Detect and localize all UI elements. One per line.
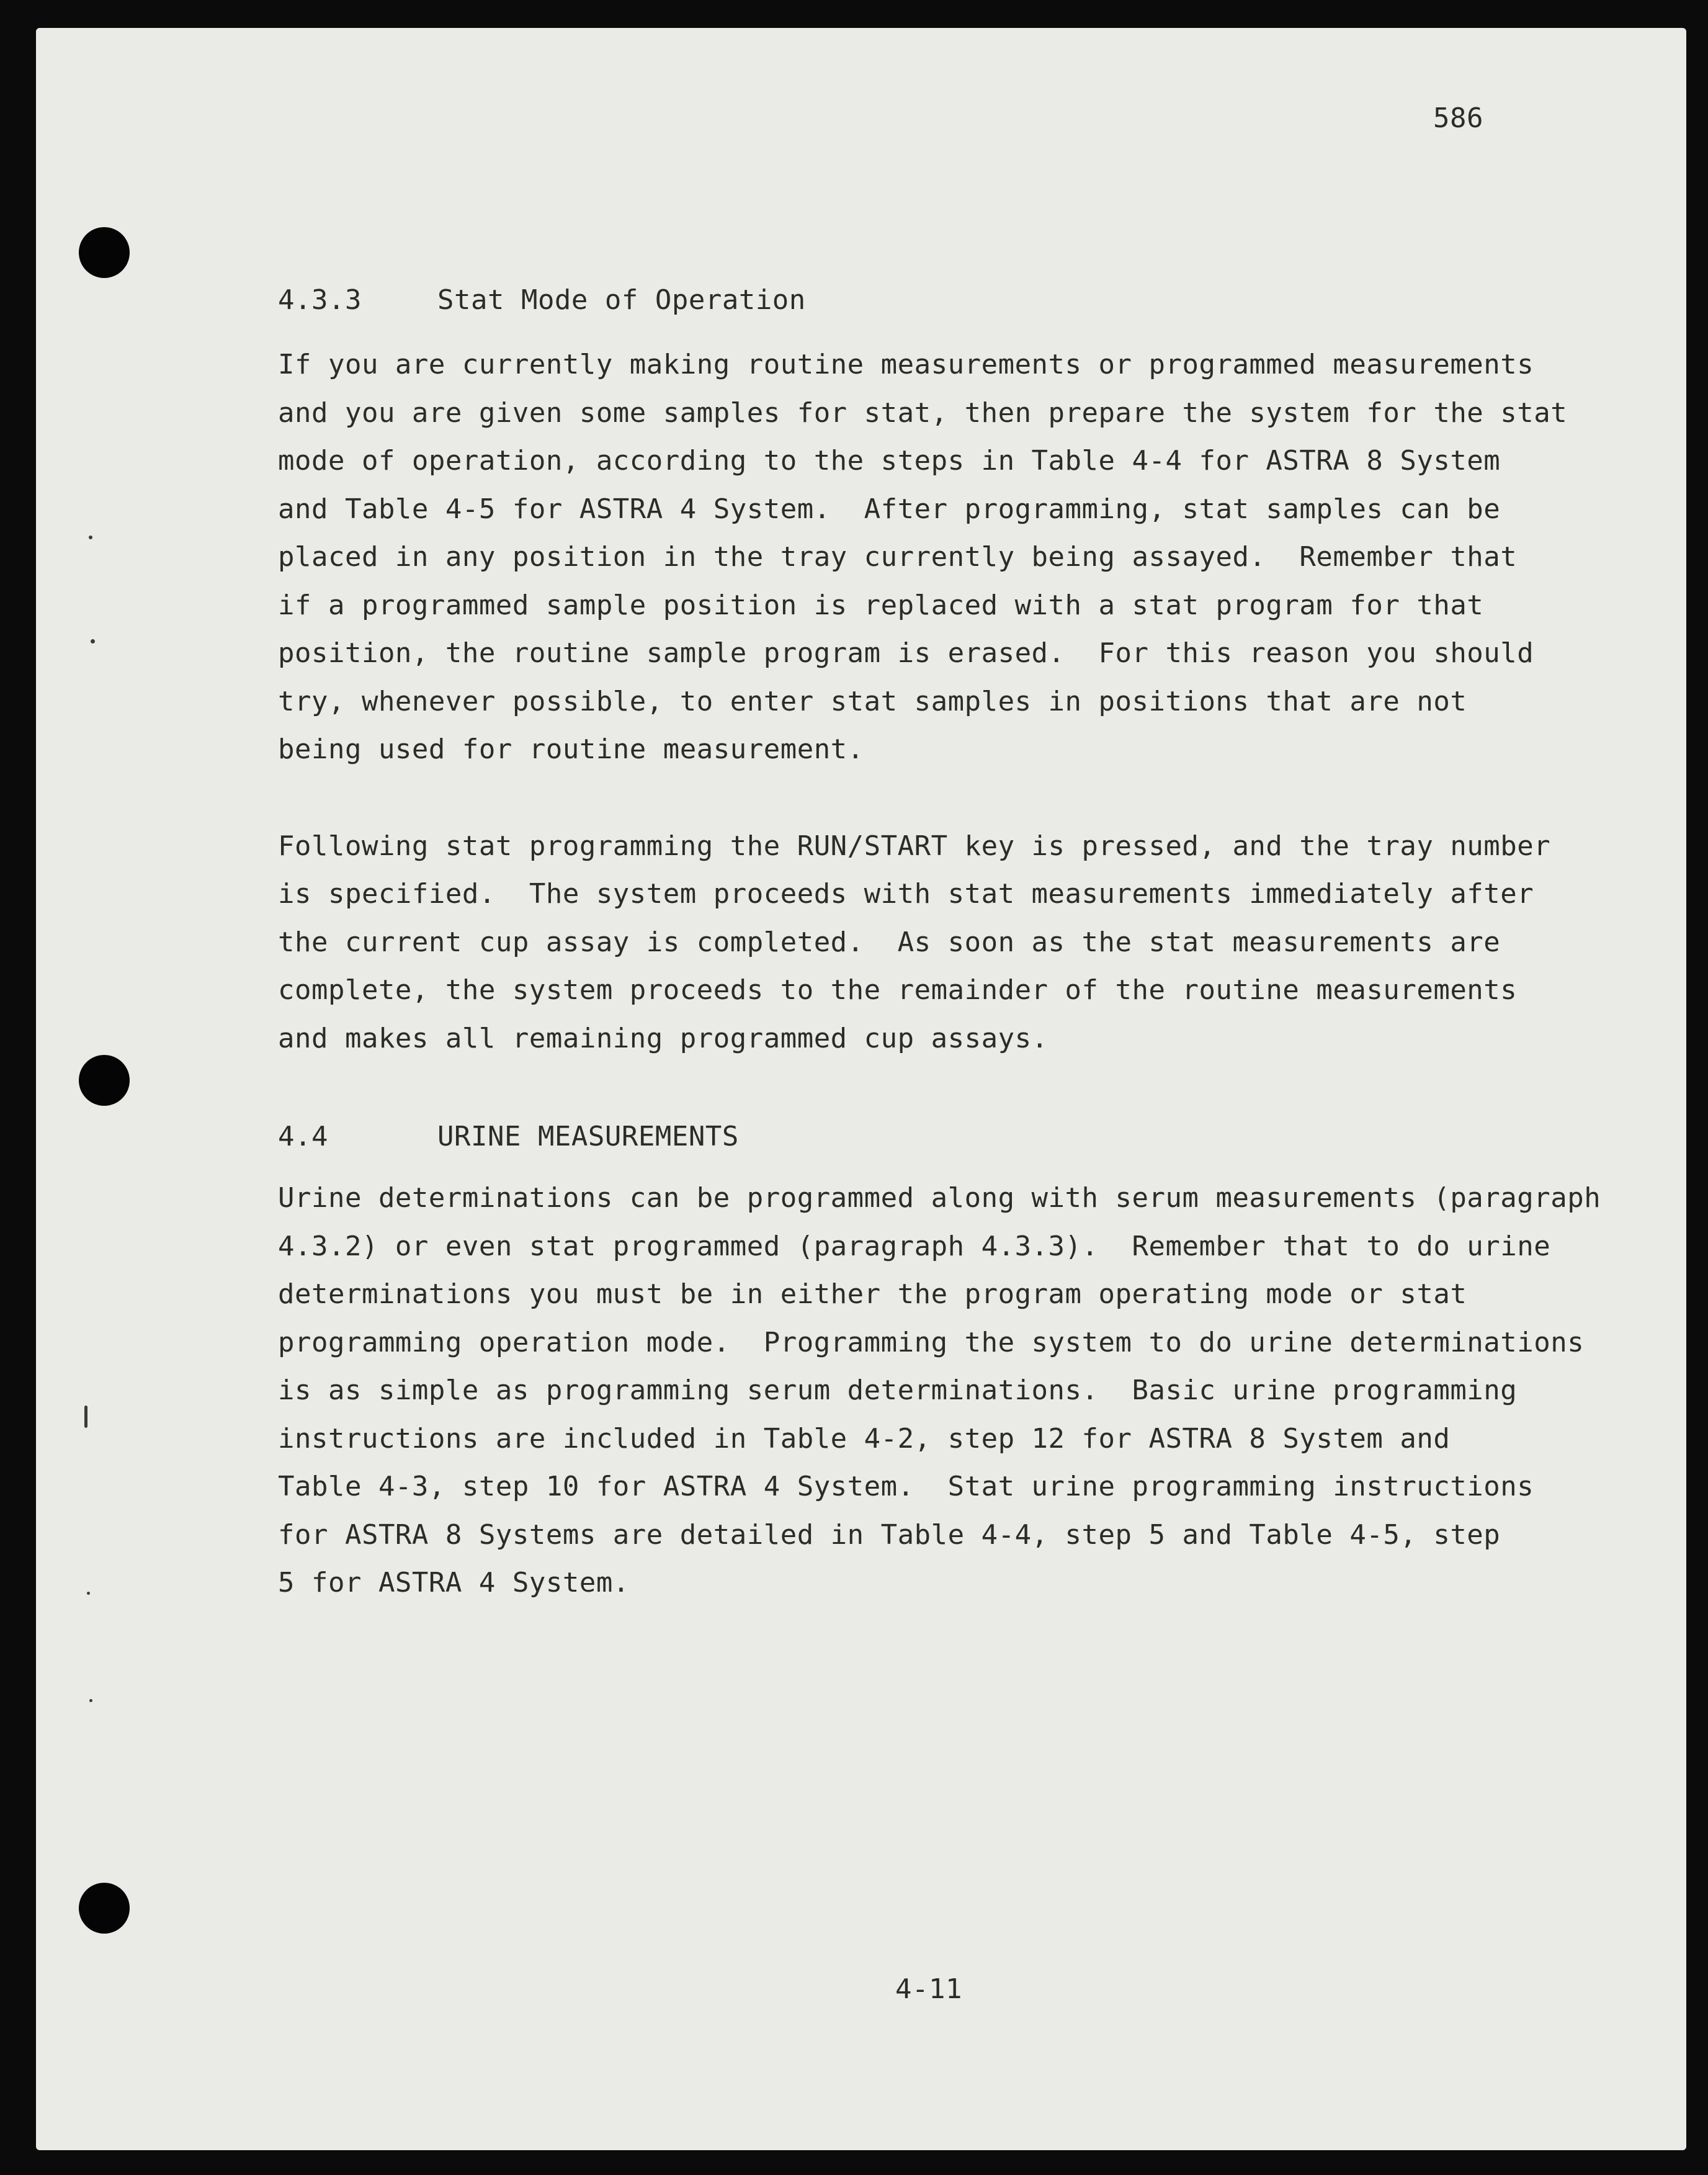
- paper-speck: [87, 1592, 90, 1595]
- footer-page-number: 4-11: [895, 1973, 962, 2005]
- text-line: if a programmed sample position is replaced with a stat program for that: [278, 590, 1484, 621]
- text-line: Urine determinations can be programmed along with serum measurements (paragraph: [278, 1182, 1601, 1214]
- text-line: determinations you must be in either the program operating mode or stat: [278, 1278, 1467, 1310]
- paper-speck: [89, 1699, 92, 1702]
- text-line: complete, the system proceeds to the remainder of the routine measurements: [278, 974, 1518, 1006]
- text-line: 4.3.2) or even stat programmed (paragraph 4.3.3). Remember that to do urine: [278, 1231, 1551, 1262]
- text-line: placed in any position in the tray currently being assayed. Remember that: [278, 541, 1518, 573]
- text-line: being used for routine measurement.: [278, 733, 864, 765]
- paper-speck: [84, 1406, 87, 1428]
- section-number: 4.4: [278, 1121, 328, 1152]
- paper-speck: [91, 639, 95, 644]
- punch-hole-middle: [79, 1055, 130, 1106]
- paper-speck: [89, 536, 92, 539]
- text-line: position, the routine sample program is erased. For this reason you should: [278, 637, 1534, 669]
- section-title: URINE MEASUREMENTS: [437, 1121, 739, 1152]
- text-line: try, whenever possible, to enter stat samples in positions that are not: [278, 686, 1467, 717]
- paper-sheet: [36, 28, 1686, 2150]
- text-line: If you are currently making routine measurements or programmed measurements: [278, 349, 1534, 380]
- text-line: the current cup assay is completed. As soon as the stat measurements are: [278, 926, 1501, 958]
- text-line: programming operation mode. Programming the system to do urine determinations: [278, 1327, 1585, 1358]
- page-number: 586: [1433, 102, 1483, 134]
- text-line: Table 4-3, step 10 for ASTRA 4 System. Stat urine programming instructions: [278, 1471, 1534, 1502]
- text-line: and Table 4-5 for ASTRA 4 System. After programming, stat samples can be: [278, 493, 1501, 525]
- text-line: Following stat programming the RUN/START key is pressed, and the tray number: [278, 830, 1551, 862]
- text-line: is as simple as programming serum determinations. Basic urine programming: [278, 1375, 1518, 1406]
- text-line: 5 for ASTRA 4 System.: [278, 1567, 630, 1599]
- section-title: Stat Mode of Operation: [437, 284, 806, 316]
- text-line: is specified. The system proceeds with stat measurements immediately after: [278, 878, 1534, 910]
- section-number: 4.3.3: [278, 284, 362, 316]
- text-line: mode of operation, according to the steps in Table 4-4 for ASTRA 8 System: [278, 445, 1501, 477]
- text-line: instructions are included in Table 4-2, step 12 for ASTRA 8 System and: [278, 1423, 1451, 1455]
- text-line: for ASTRA 8 Systems are detailed in Table 4-4, step 5 and Table 4-5, step: [278, 1519, 1501, 1551]
- text-line: and you are given some samples for stat, then prepare the system for the stat: [278, 397, 1568, 429]
- text-line: and makes all remaining programmed cup assays.: [278, 1023, 1048, 1054]
- punch-hole-top: [79, 227, 130, 278]
- punch-hole-bottom: [79, 1883, 130, 1934]
